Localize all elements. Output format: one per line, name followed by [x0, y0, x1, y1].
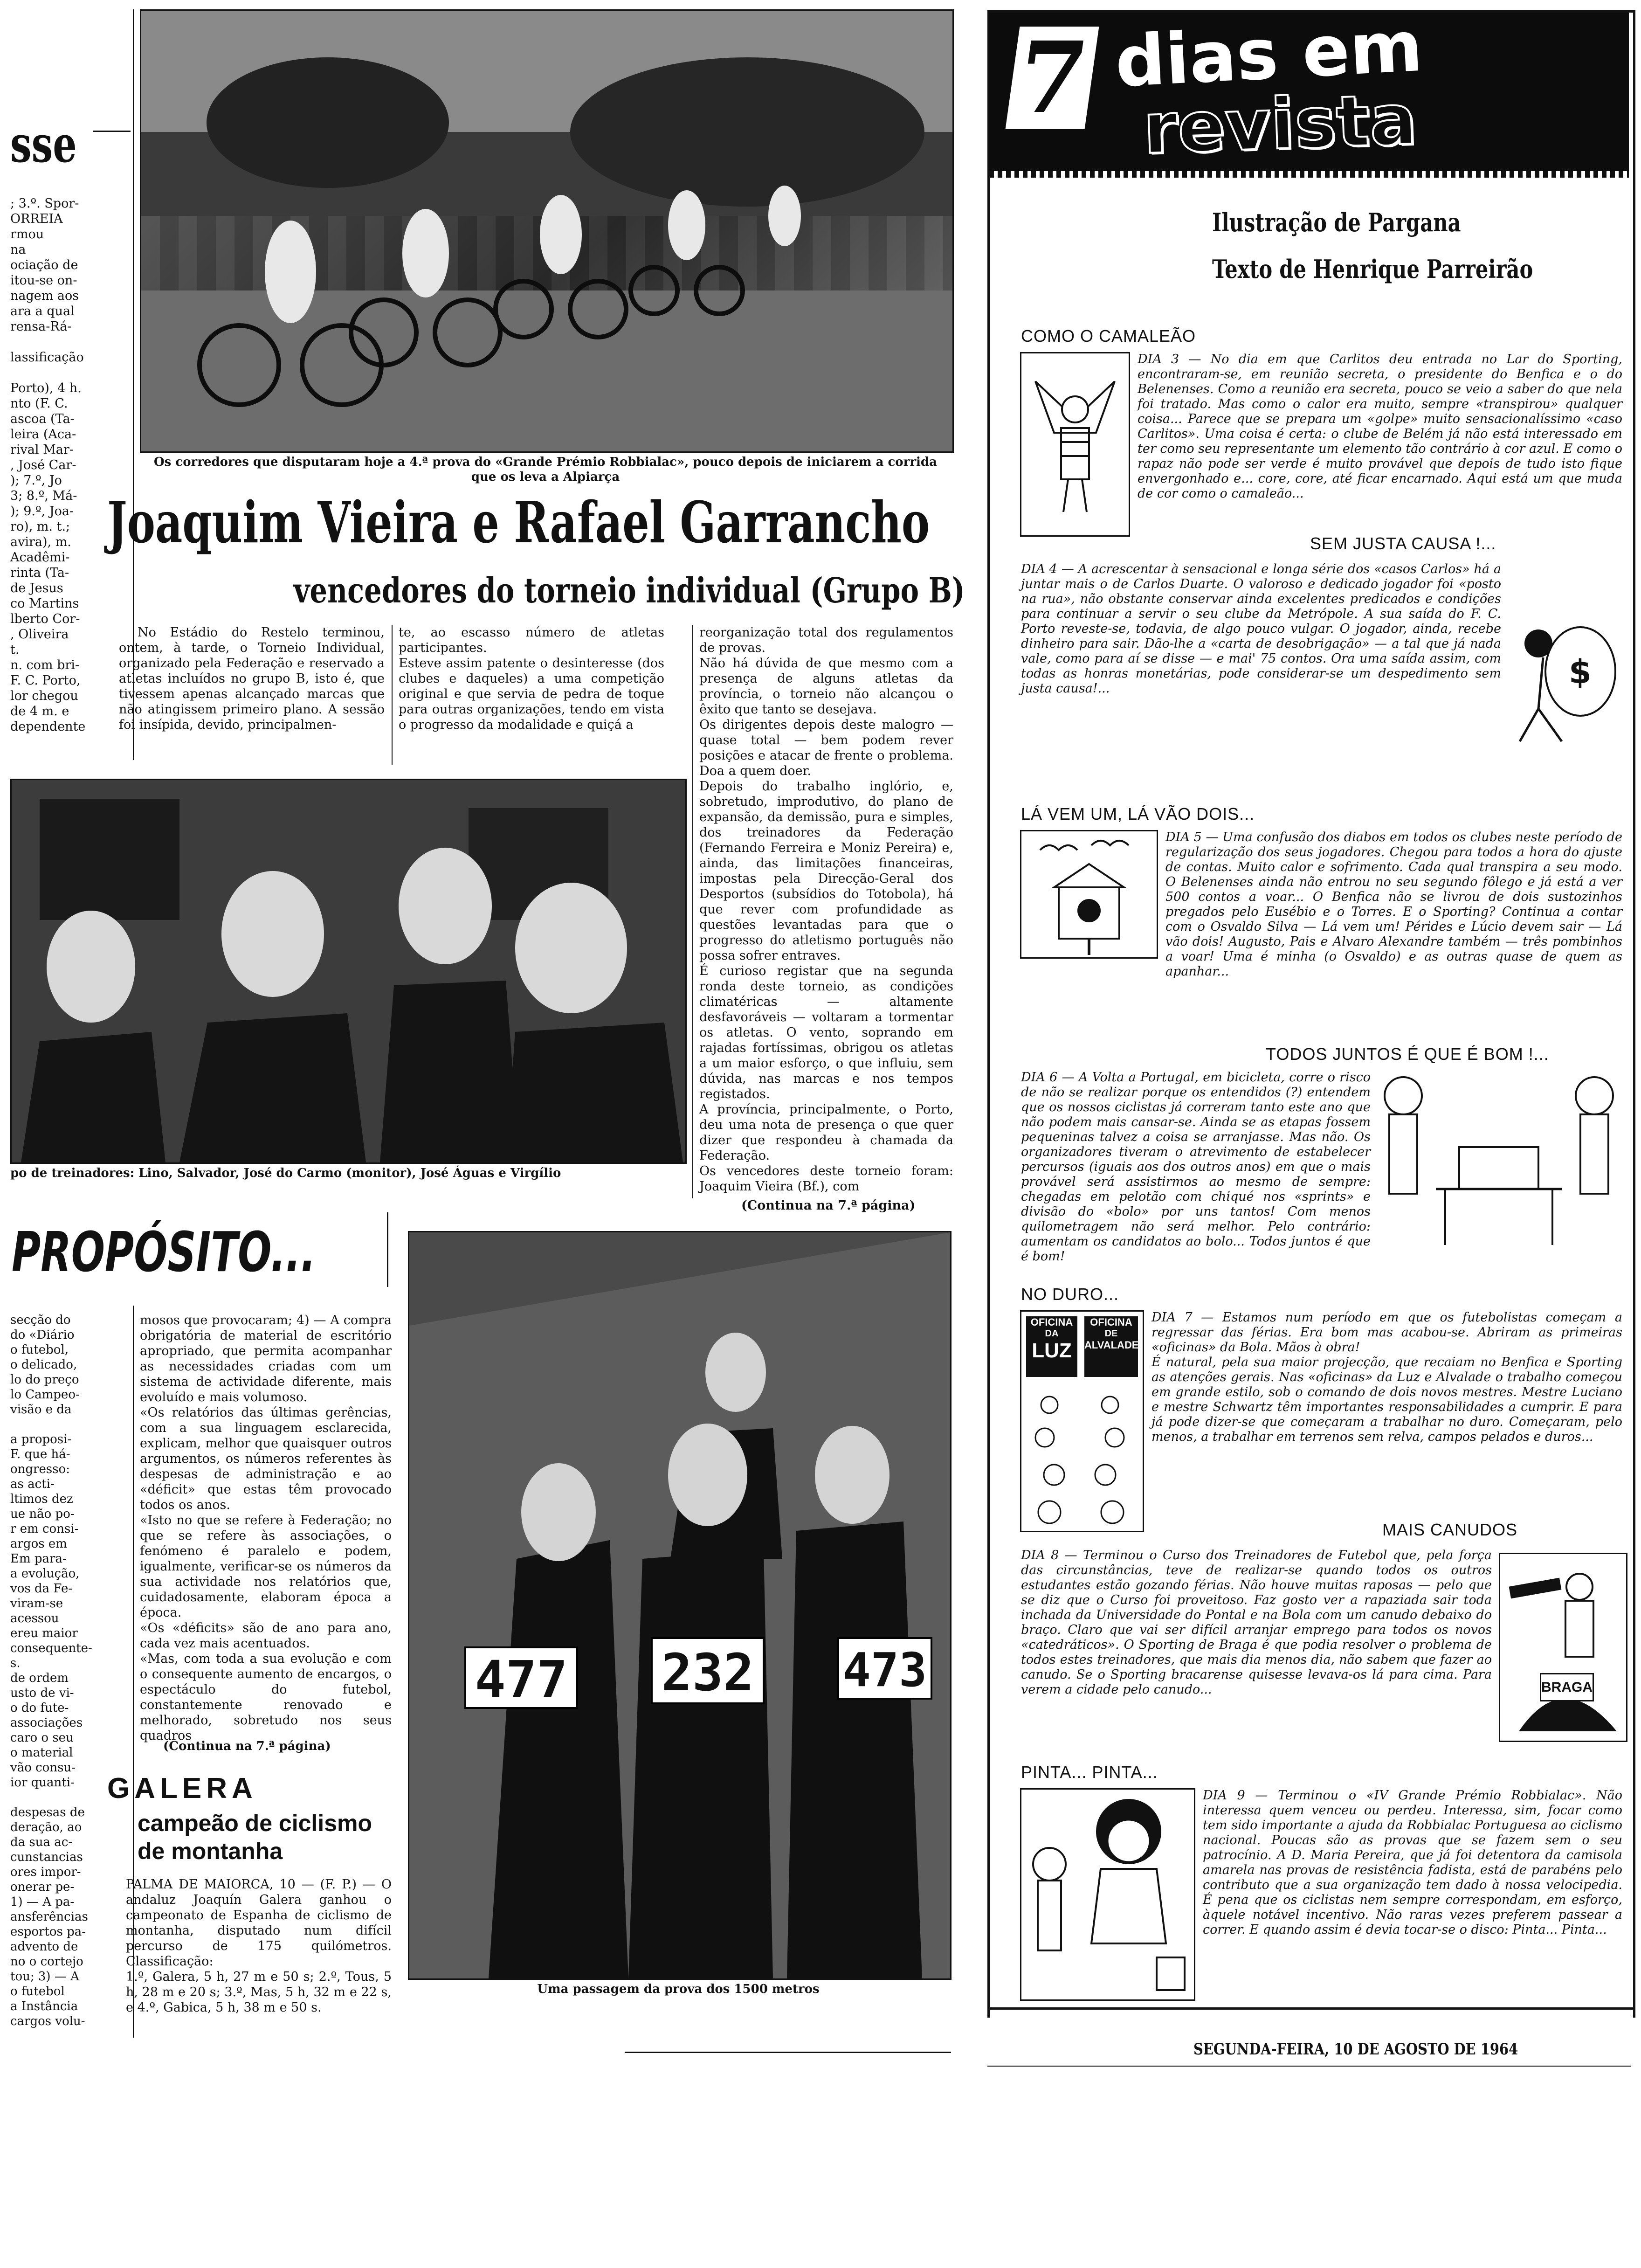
- revista-section-7-title: PINTA... PINTA...: [1021, 1763, 1158, 1782]
- revista-number: 7: [1010, 20, 1095, 135]
- revista-section-7-text: DIA 9 — Terminou o «IV Grande Prémio Robbialac». Não interessa quem venceu ou perdeu. Interessa, sim, focar como tem sido importante a ajuda da Robbialac Portuguesa ao ciclismo nacional. Poucas são as provas que se fazem sem o seu patrocínio. A D. Maria Pereira, que já foi detentora da camisola amarela nas provas de resistência fadista, está de parabéns pelo contributo que a sua organização tem dado à nossa velocipedia. É pena que os ciclistas nem sempre correspondam, em esforço, àquele notável incentivo. Não raras vezes preferem passear a correr. E quando assim é devia tocar-se o disco: Pinta... Pinta...: [1203, 1788, 1627, 1937]
- revista-masthead-stripe: [989, 171, 1629, 178]
- bib-477: 477: [475, 1650, 568, 1709]
- revista-credit-text: Texto de Henrique Parreirão: [1212, 254, 1533, 284]
- revista-masthead: [989, 6, 1629, 171]
- cartoon-telescope-drawing: [1500, 1554, 1626, 1741]
- galera-text: PALMA DE MAIORCA, 10 — (F. P.) — O andaluz Joaquín Galera ganhou o campeonato de Espanha de ciclismo de montanha, disputado num difícil percurso de 175 quilómetros. Classificação: 1.º, Galera, 5 h, 27 m e 50 s; 2.º, Tous, 5 h, 28 m e 20 s; 3.º, Mas, 5 h, 32 m e 22 s, e 4.º, Gabica, 5 h, 38 m e 50 s.: [126, 1877, 392, 2015]
- cartoon-money-bag-drawing: [1510, 602, 1622, 751]
- revista-section-1-title: COMO O CAMALEÃO: [1021, 326, 1196, 346]
- cartoon-painter-drawing: [1021, 1790, 1194, 1999]
- cycling-photo-illustration: [141, 11, 952, 451]
- revista-number-badge: [1006, 20, 1099, 135]
- oficina-alvalade-line3: ALVALADE: [1084, 1339, 1139, 1351]
- athletics-headline: Joaquim Vieira e Rafael Garrancho: [107, 489, 930, 556]
- coaches-photo-caption: po de treinadores: Lino, Salvador, José do Carmo (monitor), José Águas e Virgílio: [10, 1166, 561, 1180]
- revista-credit-illustration: Ilustração de Pargana: [1212, 207, 1461, 237]
- money-sign-icon: $: [1569, 653, 1592, 691]
- athletics-col-1: No Estádio do Restelo terminou, ontem, à tarde, o Torneio Individual, organizado pela Federação e reservado a atletas incluídos no grupo B, isto é, que tivessem apenas alcançado marcas que não atingissem primeiro plano. A sessão foi insípida, devido, principalmen-: [119, 625, 389, 732]
- cartoon-cake-drawing: [1375, 1068, 1622, 1264]
- revista-title-line1: dias em: [1113, 6, 1425, 104]
- revista-title-line2: revista: [1142, 79, 1418, 170]
- proposito-rule: [387, 1212, 388, 1287]
- athletics-continues: (Continua na 7.ª página): [741, 1198, 916, 1213]
- revista-section-5-title: NO DURO...: [1021, 1285, 1119, 1304]
- oficina-alvalade-line1: OFICINA: [1090, 1316, 1132, 1328]
- revista-section-5-text: DIA 7 — Estamos num período em que os futebolistas começam a regressar das férias. Era bom mas acabou-se. Abriram as primeiras «oficinas» da Bola. Mãos à obra! É natural, pela sua maior projecção, que recaiam no Benfica e Sporting as atenções gerais. Nas «oficinas» da Luz e Alvalade o trabalho começou em grande estilo, sob o comando de dois novos mestres. Mestre Luciano e mestre Schwartz têm importantes responsabilidades a cumprir. E para já pode dizer-se que começaram a trabalhar no duro. Começaram, pelo menos, a trabalhar em terrenos sem relva, campos pelados e duros...: [1151, 1310, 1622, 1444]
- cycling-photo: [140, 9, 954, 453]
- revista-section-3-title: LÁ VEM UM, LÁ VÃO DOIS...: [1021, 804, 1255, 823]
- cartoon-todos-juntos: [1375, 1068, 1622, 1264]
- cartoon-camaleao-drawing: [1021, 353, 1129, 535]
- oficina-luz-line2: DA: [1045, 1328, 1059, 1339]
- braga-sign: BRAGA: [1540, 1673, 1594, 1701]
- left-strip-rule: [93, 131, 131, 132]
- revista-section-2-title: SEM JUSTA CAUSA !...: [1310, 534, 1496, 553]
- cartoon-canudos: [1499, 1553, 1627, 1742]
- coaches-photo-illustration: [12, 780, 685, 1162]
- cartoon-queue-drawing: [1021, 1312, 1143, 1531]
- left-strip-text: ; 3.º. Spor- ORREIA rmou na ociação de itou-se on- nagem aos ara a qual rensa-Rá- lassificação Porto), 4 h. nto (F. C. ascoa (Ta- leira (Aca- rival Mar- , José Car- ); 7.º, Jo 3; 8.º, Má- ); 9.º, Joa- ro), m. t.; avira), m. Acadêmi- rinta (Ta- de Jesus co Martins lberto Cor- , Oliveira t. n. com bri- F. C. Porto, lor chegou de 4 m. e dependente: [10, 196, 86, 734]
- cartoon-sem-justa-causa: [1510, 602, 1622, 751]
- oficina-luz-line1: OFICINA: [1030, 1316, 1073, 1328]
- revista-section-6-title: MAIS CANUDOS: [1382, 1520, 1518, 1539]
- footer-rule: [987, 2066, 1631, 2067]
- col-divider-1: [392, 625, 393, 765]
- left-strip-headline: sse: [10, 115, 77, 174]
- bib-232: 232: [661, 1643, 754, 1702]
- coaches-photo: [10, 779, 687, 1164]
- cartoon-dovecote-drawing: [1021, 831, 1157, 957]
- runners-photo-illustration: [409, 1232, 950, 1978]
- proposito-left-fragment: secção do do «Diário o futebol, o delicado, lo do preço lo Campeo- visão e da a proposi- F. que há- ongresso: as acti- ltimos dez ue não po- r em consi- argos em Em para- a evolução, vos da Fe- viram-se acessou ereu maior consequente- s. de ordem usto de vi- o do fute- associações caro o seu o material vão consu- ior quanti- despesas de deração, ao da sua ac- cunstancias ores impor- onerar pe- 1) — A pa- ansferências esportos pa- advento de no o cortejo tou; 3) — A o futebol a Instância cargos volu-: [10, 1313, 92, 2028]
- proposito-continues: (Continua na 7.ª página): [163, 1739, 331, 1753]
- runners-photo-caption: Uma passagem da prova dos 1500 metros: [537, 1982, 820, 1996]
- bottom-rule-left: [625, 2052, 951, 2053]
- cycling-photo-caption: Os corredores que disputaram hoje a 4.ª prova do «Grande Prémio Robbialac», pouco depois de iniciarem a corrida que os leva a Alpiarça: [154, 455, 937, 484]
- revista-section-1-text: DIA 3 — No dia em que Carlitos deu entrada no Lar do Sporting, encontraram-se, em reunião secreta, o presidente do Benfica e o do Belenenses. Como a reunião era secreta, pouco se veio a saber do que nela foi tratado. Mas como o calor era muito, sempre «transpirou» qualquer coisa... Parece que se prepara um «golpe» muito sensacionalíssimo «caso Carlitos». Uma coisa é certa: o clube de Belém já não está interessado em ter como seu representante um elemento tão contrário à cor azul. E como o rapaz não pode ser verde é muito provável que depois de tudo isto fique envergonhado e... core, core, até ficar encarnado. Aqui está um que muda de cor como o camaleão...: [1138, 352, 1627, 501]
- galera-subheadline: campeão de ciclismo de montanha: [138, 1810, 372, 1864]
- cartoon-birds: [1020, 830, 1158, 959]
- oficina-luz-line3: LUZ: [1032, 1339, 1072, 1362]
- cartoon-pinta: [1020, 1788, 1195, 2001]
- revista-section-2-text: DIA 4 — A acrescentar à sensacional e longa série dos «casos Carlos» há a juntar mais o de Carlos Duarte. O valoroso e dedicado jogador foi «posto na rua», não obstante conservar ainda excelentes predicados e condições para continuar a servir o seu clube da Metrópole. A sua saída do F. C. Porto reveste-se, todavia, de algo pouco vulgar. O jogador, ainda, recebe dinheiro para sair. Dão-lhe a «carta de desobrigação» — a tal que já nada vale, como para aí se disse — e mai' 75 contos. Ora uma saída assim, com todas as honras monetárias, pode considerar-se um despedimento sem justa causa!...: [1021, 562, 1505, 696]
- revista-section-4-text: DIA 6 — A Volta a Portugal, em bicicleta, corre o risco de não se realizar porque os entendidos (?) entendem que os nossos ciclistas já correram tanto este ano que não podem mais cansar-se. Ainda se as etapas fossem pequeninas talvez a coisa se arranjasse. Mas não. Os organizadores tiveram o atrevimento de estabelecer percursos (iguais aos dos outros anos) em que o mais provável será assistirmos ao mesmo de sempre: chegadas em pelotão com chiqué nos «sprints» e divisão do «bolo» por uns tantos! Com menos quilometragem não será melhor. Pelo contrário: aumentam os candidatos ao bolo... Todos juntos é que é bom!: [1021, 1070, 1375, 1264]
- proposito-headline: PROPÓSITO...: [12, 1220, 316, 1284]
- revista-bottom-rule: [987, 2007, 1633, 2010]
- athletics-col-2: te, ao escasso número de atletas participantes. Esteve assim patente o desinteresse (dos clubes e daqueles) a uma competição original e que servia de pedra de toque para outras organizações, tendo em vista o progresso da modalidade e quiçá a: [399, 625, 664, 732]
- athletics-col-3: reorganização total dos regulamentos de provas. Não há dúvida de que mesmo com a presença de alguns atletas da província, o torneio não alcançou o êxito que tanto se desejava. Os dirigentes depois deste malogro — quase total — bem podem rever posições e atacar de frente o problema. Doa a quem doer. Depois do trabalho inglório, e, sobretudo, improdutivo, do plano de expansão, da demissão, pura e simples, dos treinadores da Federação (Fernando Ferreira e Moniz Pereira) e, ainda, das limitações financeiras, impostas pela Direcção-Geral dos Desportos (subsídios do Totobola), há que rever com profundidade as questões levantadas para que o progresso do atletismo português não possa sofrer entraves. É curioso registar que na segunda ronda deste torneio, as condições climatéricas — altamente desfavoráveis — voltaram a tormentar os atletas. O vento, soprando em rajadas fortíssimas, obrigou os atletas a um maior esforço, o que influiu, sem dúvida, nas marcas e nos tempos registados. A província, principalmente, o Porto, deu uma nota de presença o que quer dizer que respondeu à chamada da Federação. Os vencedores deste torneio foram: Joaquim Vieira (Bf.), com: [699, 625, 953, 1194]
- bib-473: 473: [842, 1643, 927, 1697]
- galera-headline: GALERA: [107, 1772, 257, 1805]
- cartoon-oficinas: [1020, 1310, 1144, 1532]
- proposito-text: mosos que provocaram; 4) — A compra obrigatória de material de escritório apropriado, que permita acompanhar as necessidades criadas com um sistema de actividade diferente, mais evoluído e mais volumoso. «Os relatórios das últimas gerências, com a sua linguagem esclarecida, explicam, melhor que quaisquer outros argumentos, os números referentes às despesas de administração e ao «déficit» que estas têm provocado todos os anos. «Isto no que se refere à Federação; no que se refere às associações, o fenómeno é paralelo e podem, igualmente, verificar-se os números da sua actividade nos relatórios que, cuidadosamente, elaboram época a época. «Os «déficits» são de ano para ano, cada vez mais acentuados. «Mas, com toda a sua evolução e com o consequente aumento de encargos, o espectáculo do futebol, constantemente renovado e melhorado, sobretudo nos seus quadros: [140, 1313, 392, 1743]
- runners-photo: [408, 1231, 952, 1980]
- revista-section-6-text: DIA 8 — Terminou o Curso dos Treinadores de Futebol que, pela força das circunstâncias, teve de realizar-se quando todos os outros estudantes estão gozando férias. Não houve muitas raposas — pelo que se diz que o Curso foi proveitoso. Faz gosto ver a rapaziada sair toda inchada da Universidade do Pontal e na Bola com um canudo debaixo do braço. Claro que vai ser difícil arranjar emprego para todos os novos «catedráticos». O Sporting de Braga é que podia resolver o problema de todos estes treinadores, que mais dia menos dia, não sabem que fazer ao canudo. Se o Sporting bracarense quisesse levava-os lá para cima. Para verem a cidade pelo canudo...: [1021, 1548, 1496, 1697]
- footer-dateline: SEGUNDA-FEIRA, 10 DE AGOSTO DE 1964: [1193, 2040, 1518, 2059]
- cartoon-camaleao: [1020, 352, 1130, 537]
- athletics-subheadline: vencedores do torneio individual (Grupo B): [294, 571, 965, 611]
- revista-section-4-title: TODOS JUNTOS É QUE É BOM !...: [1266, 1044, 1549, 1064]
- revista-section-3-text: DIA 5 — Uma confusão dos diabos em todos os clubes neste período de regularização dos seus jogadores. Chegou para todos a hora do ajuste de contas. Muito calor e sofrimento. Cada qual transpira a seu modo. O Belenenses ainda não entrou no seu segundo fôlego e já está a ver 500 contos a voar... O Benfica não se livrou de dois sustozinhos pregados pelo Eusébio e o Torres. E o Sporting? Continua a contar com o Osvaldo Silva — Lá vem um! Pérides e Lúcio devem sair — Lá vão dois! Augusto, Pais e Alvaro Alexandre também — três pombinhos a voar! Uma é minha (o Osvaldo) e as outras quase de quem as apanhar...: [1165, 830, 1627, 979]
- col-divider-2: [692, 625, 693, 1198]
- oficina-alvalade-line2: DE: [1104, 1328, 1118, 1339]
